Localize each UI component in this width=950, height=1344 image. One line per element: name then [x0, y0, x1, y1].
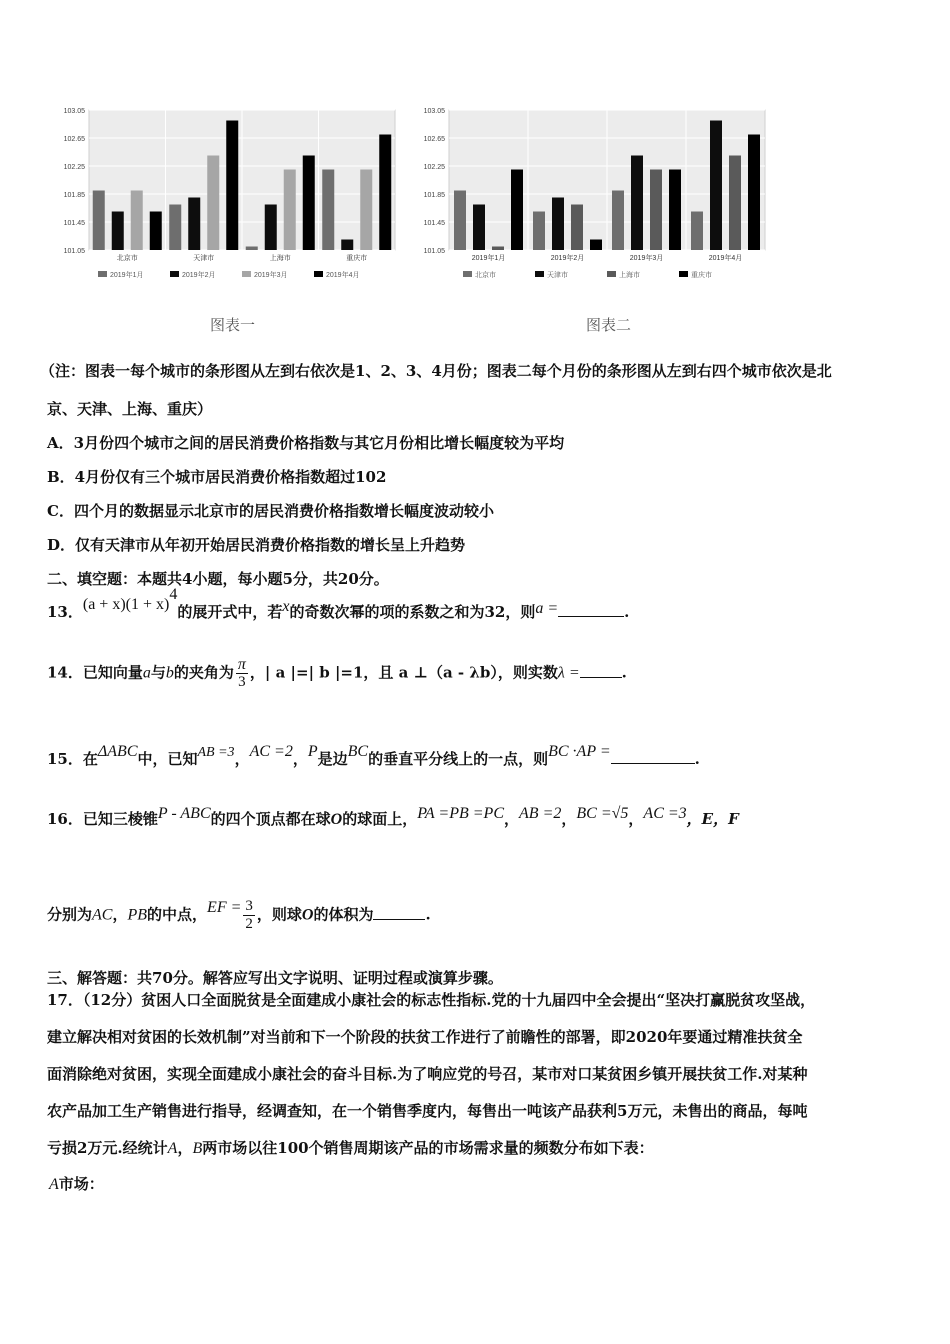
chart-2-x-tick-label: 2019年2月: [550, 255, 585, 262]
q15-text-1: 中，已知: [137, 750, 198, 768]
question-15: [47, 743, 700, 769]
q14-frac-num: π: [237, 656, 246, 673]
chart-1-legend-label: 2019年3月: [254, 272, 288, 279]
q17-market-a: A: [167, 1140, 178, 1157]
q14-text-3: ，| a |=| b |=1，且 a ⊥（a - λb），则实数: [249, 663, 558, 682]
chart-2-bar: [590, 240, 602, 251]
q13-expr: (a + x)(1 + x): [82, 596, 170, 613]
chart-1-y-tick-label: 102.65: [63, 136, 85, 143]
section-2-heading: 二、填空题：本题共4小题，每小题5分，共20分。: [47, 570, 389, 588]
chart-1-legend-swatch: [98, 271, 107, 277]
chart-2-legend-label: 上海市: [619, 272, 640, 279]
q17-l5-text-1: 亏损2万元.经统计: [47, 1139, 168, 1157]
market-a-label: [49, 1173, 104, 1194]
q14-b: b: [165, 664, 174, 682]
q17-line-2: 建立解决相对贫困的长效机制”对当前和下一个阶段的扶贫工作进行了前瞻性的部署，即2020年要通过精准扶贫全: [47, 1028, 803, 1046]
chart-2-y-tick-label: 103.05: [423, 108, 445, 115]
q17-line-1: 17．（12分）贫困人口全面脱贫是全面建成小康社会的标志性指标.党的十九届四中全会提出“坚决打赢脱贫攻坚战，: [47, 991, 816, 1009]
q15-end: .: [694, 750, 700, 768]
q15-p: P: [307, 743, 318, 760]
chart-1-x-tick-label: 重庆市: [346, 255, 368, 262]
chart-1-bar: [284, 170, 296, 251]
chart-2-x-tick-label: 2019年4月: [708, 255, 743, 262]
q13-a: a =: [535, 600, 559, 617]
chart-1-y-tick-label: 103.05: [63, 108, 85, 115]
chart-1-caption: 图表一: [210, 316, 256, 334]
chart-1-bar: [226, 121, 238, 251]
chart-1-legend-label: 2019年1月: [110, 272, 144, 279]
q14-end: .: [621, 663, 627, 682]
chart-2-bar: [533, 212, 545, 251]
q17-comma: ，: [177, 1139, 193, 1157]
q17-line-4: 农产品加工生产销售进行指导，经调查知，在一个销售季度内，每售出一吨该产品获利5万元，未售出的商品，每吨: [47, 1102, 808, 1120]
q16-l2-text-2: 的中点，: [147, 905, 208, 924]
chart-2: [405, 100, 775, 290]
chart-2-svg: [405, 100, 775, 290]
q13-end: .: [624, 603, 630, 621]
chart-2-y-tick-label: 102.65: [423, 136, 445, 143]
market-a-text: 市场：: [58, 1175, 104, 1193]
chart-2-bar: [552, 198, 564, 251]
chart-2-bar: [729, 156, 741, 251]
q16-comma-1: ，: [504, 810, 520, 828]
chart-2-bar: [669, 170, 681, 251]
chart-2-bar: [691, 212, 703, 251]
q14-text-2: 的夹角为: [173, 663, 234, 682]
chart-2-y-tick-label: 101.45: [423, 220, 445, 227]
chart-1-bar: [360, 170, 372, 251]
question-13: [47, 586, 630, 622]
q16-l2-text-3: ，则球: [256, 905, 302, 924]
chart-2-y-tick-label: 102.25: [423, 164, 445, 171]
chart-1-x-tick-label: 上海市: [269, 255, 291, 262]
question-16-line-2: [47, 898, 431, 933]
q13-number: 13．: [47, 603, 83, 621]
q15-triangle: ΔABC: [97, 743, 138, 760]
q15-dot-product: BC ·AP =: [548, 743, 611, 760]
chart-1-bar: [169, 205, 181, 251]
q16-comma-2: ，: [561, 810, 577, 828]
chart-2-bar: [473, 205, 485, 251]
chart-1: [45, 100, 405, 290]
q15-ab: AB =3: [197, 745, 235, 760]
chart-2-y-tick-label: 101.85: [423, 192, 445, 199]
chart-1-bar: [188, 198, 200, 251]
q16-l2-text-1: 分别为: [47, 905, 93, 924]
chart-2-legend-label: 重庆市: [691, 272, 712, 279]
q15-text-3: 的垂直平分线上的一点，则: [368, 750, 549, 768]
chart-1-bar: [150, 212, 162, 251]
q13-answer-blank: [558, 602, 624, 617]
q17-market-b: B: [192, 1140, 203, 1157]
chart-2-legend-label: 天津市: [547, 272, 568, 279]
chart-1-bar: [112, 212, 124, 251]
q14-a: a: [142, 664, 151, 682]
q16-pabc: P - ABC: [157, 805, 211, 822]
q14-number: 14．已知向量: [47, 663, 143, 682]
question-17: [47, 982, 907, 1167]
q17-l5-text-2: 两市场以往100个销售周期该产品的市场需求量的频数分布如下表：: [202, 1139, 654, 1157]
q15-bc: BC: [347, 743, 369, 760]
chart-1-svg: [45, 100, 405, 290]
q14-answer-blank: [580, 663, 622, 678]
chart-1-bar: [379, 135, 391, 251]
chart-2-bar: [650, 170, 662, 251]
option-c: C．四个月的数据显示北京市的居民消费价格指数增长幅度波动较小: [47, 502, 494, 520]
chart-2-bar: [710, 121, 722, 251]
chart-2-legend-label: 北京市: [475, 272, 496, 279]
chart-1-legend-label: 2019年4月: [326, 272, 360, 279]
chart-1-bar: [322, 170, 334, 251]
q16-l2-text-4: 的体积为: [313, 905, 374, 924]
chart-2-legend-swatch: [607, 271, 616, 277]
chart-2-x-tick-label: 2019年3月: [629, 255, 664, 262]
chart-1-y-tick-label: 101.45: [63, 220, 85, 227]
q16-bc: BC =√5: [576, 805, 629, 822]
chart-1-bar: [207, 156, 219, 251]
q15-answer-blank: [611, 749, 695, 764]
q15-text-2: 是边: [317, 750, 348, 768]
chart-1-bar: [93, 191, 105, 251]
chart-1-x-tick-label: 北京市: [116, 255, 138, 262]
q14-text-1: 与: [150, 663, 166, 682]
option-a: A．3月份四个城市之间的居民消费价格指数与其它月份相比增长幅度较为平均: [47, 434, 565, 452]
chart-2-y-tick-label: 101.05: [423, 248, 445, 255]
chart-1-bar: [265, 205, 277, 251]
q16-ac: AC =3: [643, 805, 687, 822]
q16-end: .: [425, 905, 431, 924]
q15-comma-1: ，: [234, 750, 250, 768]
chart-1-legend-swatch: [242, 271, 251, 277]
q13-text-1: 的展开式中，若: [177, 603, 283, 621]
chart-1-bar: [341, 240, 353, 251]
chart-2-bar: [492, 247, 504, 251]
q14-frac-den: 3: [238, 674, 246, 690]
q16-o: O: [330, 811, 343, 828]
q16-ef-fraction: [243, 898, 255, 933]
chart-2-bar: [571, 205, 583, 251]
chart-1-x-tick-label: 天津市: [193, 255, 215, 262]
chart-2-legend-swatch: [463, 271, 472, 277]
chart-2-bar: [612, 191, 624, 251]
chart-1-bar: [303, 156, 315, 251]
chart-1-y-tick-label: 101.05: [63, 248, 85, 255]
chart-1-y-tick-label: 101.85: [63, 192, 85, 199]
market-a-letter: A: [49, 1176, 59, 1193]
chart-1-y-tick-label: 102.25: [63, 164, 85, 171]
q16-eq1: PA =PB =PC: [417, 805, 504, 822]
q16-ab: AB =2: [519, 805, 562, 822]
option-b: B．4月份仅有三个城市居民消费价格指数超过102: [47, 468, 387, 486]
chart-2-bar: [748, 135, 760, 251]
question-16: [47, 805, 739, 829]
q16-answer-blank: [373, 905, 425, 920]
question-14: [47, 656, 627, 691]
q15-comma-2: ，: [292, 750, 308, 768]
q16-comma-3: ，: [628, 810, 644, 828]
chart-2-legend-swatch: [679, 271, 688, 277]
q16-comma-4: ，: [112, 905, 128, 924]
q16-text-1: 的四个顶点都在球: [210, 810, 331, 828]
option-d: D．仅有天津市从年初开始居民消费价格指数的增长呈上升趋势: [47, 536, 466, 554]
chart-1-legend-swatch: [314, 271, 323, 277]
q16-o-2: O: [301, 906, 314, 924]
chart-2-x-tick-label: 2019年1月: [471, 255, 506, 262]
chart-1-legend-label: 2019年2月: [182, 272, 216, 279]
q13-x: x: [282, 598, 290, 615]
section-3-heading: 三、解答题：共70分。解答应写出文字说明、证明过程或演算步骤。: [47, 969, 503, 987]
q17-line-5: [47, 1130, 907, 1167]
note-line-2: 京、天津、上海、重庆）: [47, 400, 213, 418]
q16-ac-2: AC: [92, 906, 113, 924]
q14-angle-fraction: [236, 656, 248, 691]
q14-lambda: λ =: [557, 664, 580, 682]
q16-pb: PB: [127, 906, 148, 924]
note-line-1: （注：图表一每个城市的条形图从左到右依次是1、2、3、4月份；图表二每个月份的条形图从左到右四个城市依次是北: [40, 362, 832, 380]
chart-1-legend-swatch: [170, 271, 179, 277]
q15-number: 15．在: [47, 750, 98, 768]
q13-exponent: 4: [169, 586, 178, 603]
q16-number: 16．已知三棱锥: [47, 810, 158, 828]
chart-2-bar: [454, 191, 466, 251]
q16-text-2: 的球面上，: [342, 810, 418, 828]
chart-2-caption: 图表二: [586, 316, 632, 334]
chart-2-bar: [511, 170, 523, 251]
q16-frac-den: 2: [245, 916, 253, 932]
q16-ef: EF =: [207, 898, 242, 916]
q17-line-3: 面消除绝对贫困，实现全面建成小康社会的奋斗目标.为了响应党的号召，某市对口某贫困乡镇开展扶贫工作.对某种: [47, 1065, 808, 1083]
q16-frac-num: 3: [245, 898, 253, 914]
q16-text-3: ，E，F: [686, 810, 739, 828]
chart-1-bar: [246, 247, 258, 251]
chart-2-legend-swatch: [535, 271, 544, 277]
q13-text-2: 的奇数次幂的项的系数之和为32，则: [289, 603, 536, 621]
chart-2-bar: [631, 156, 643, 251]
q15-ac: AC =2: [249, 743, 293, 760]
chart-1-bar: [131, 191, 143, 251]
